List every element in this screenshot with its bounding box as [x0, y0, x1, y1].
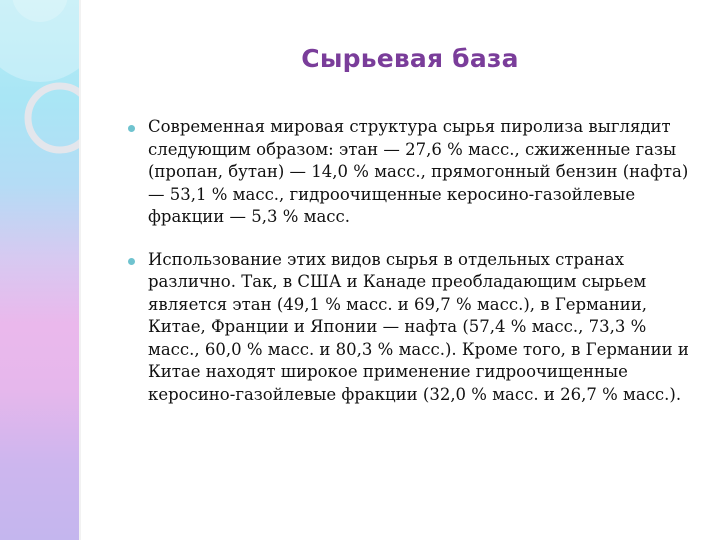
bullet-text: Современная мировая структура сырья пиролиза выглядит следующим образом: этан — 27,6 % масс., сжиженные газы (пропан, бутан) — 14,0 % масс., прямогонный бензин (нафта) — 53,1 % масс., гидроочищенные керосино-газойлевые фракции — 5,3 % масс.	[148, 117, 689, 226]
bullet-dot-icon	[128, 258, 135, 265]
decorative-side-band	[0, 0, 79, 540]
decor-ring	[28, 86, 79, 150]
decorative-circles-graphic	[0, 0, 79, 160]
bullet-dot-icon	[128, 125, 135, 132]
slide-title: Сырьевая база	[301, 44, 519, 73]
bullet-list	[128, 116, 700, 426]
bullet-item	[128, 249, 700, 407]
band-divider	[79, 0, 81, 540]
bullet-item	[128, 116, 700, 229]
bullet-text: Использование этих видов сырья в отдельных странах различно. Так, в США и Канаде преобладающим сырьем является этан (49,1 % масс. и 69,7 % масс.), в Германии, Китае, Франции и Японии — нафта (57,4 % масс., 73,3 % масс., 60,0 % масс. и 80,3 % масс.). Кроме того, в Германии и Китае находят широкое применение гидроочищенные керосино-газойлевые фракции (32,0 % масс. и 26,7 % масс.).	[148, 249, 689, 404]
